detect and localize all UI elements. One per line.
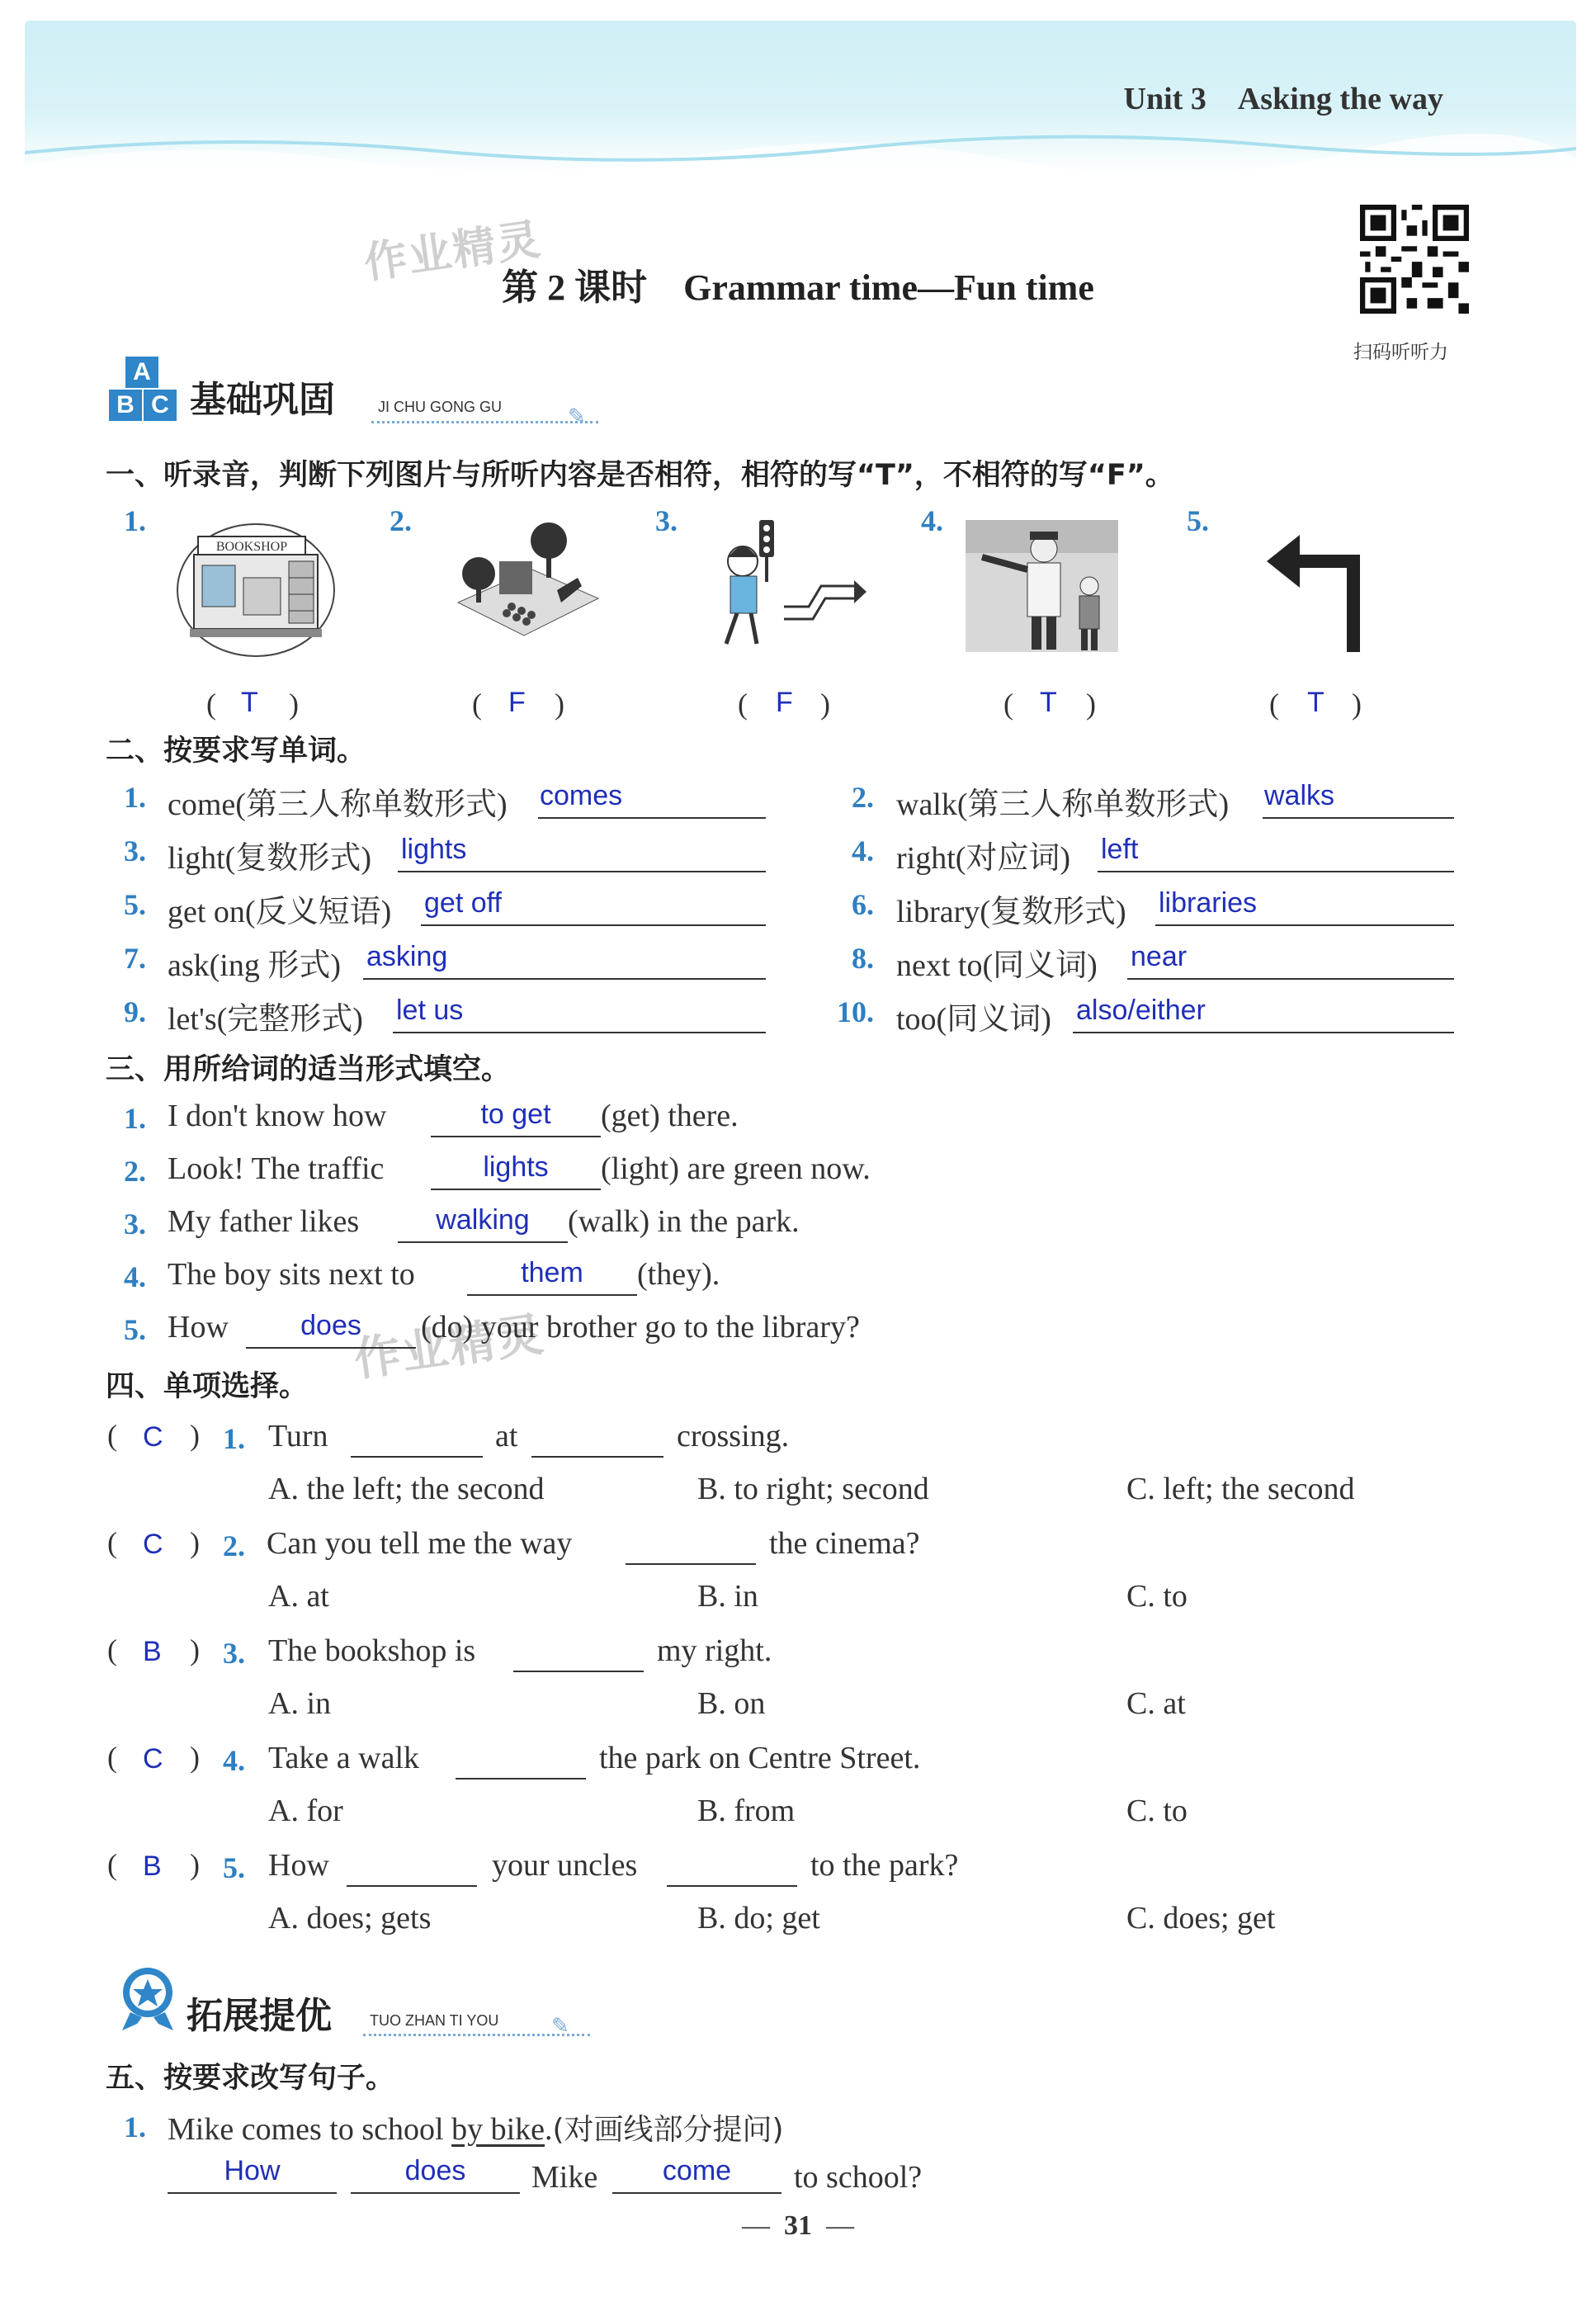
question-text: Take a walk: [268, 1741, 420, 1775]
option-c[interactable]: C. at: [1126, 1686, 1186, 1721]
item-number: 7.: [124, 942, 146, 975]
question-text: crossing.: [677, 1419, 790, 1453]
unit-title: Unit 3 Asking the way: [1123, 82, 1443, 116]
section-sub-basic: JI CHU GONG GU: [378, 399, 503, 415]
sentence-text: I don't know how: [168, 1099, 387, 1133]
question-text: Turn: [268, 1419, 328, 1453]
item-number: 4.: [223, 1744, 245, 1777]
item-number: 1.: [124, 781, 146, 814]
answer-blank[interactable]: also/either: [1073, 995, 1454, 1033]
choice-answer[interactable]: C: [143, 1421, 163, 1453]
word-prompt: next to(同义词): [896, 948, 1098, 983]
item-number: 4.: [921, 504, 943, 537]
option-a[interactable]: A. the left; the second: [268, 1472, 545, 1506]
choice-answer[interactable]: C: [143, 1743, 163, 1775]
item-number: 8.: [852, 942, 874, 975]
pencil-icon: ✎: [551, 2014, 569, 2039]
item-number: 1.: [124, 504, 146, 537]
qr-label: 扫码听听力: [1353, 342, 1448, 363]
item-number: 3.: [655, 504, 678, 537]
option-a[interactable]: A. at: [268, 1579, 329, 1614]
item-number: 5.: [1187, 504, 1209, 537]
qr-code-icon[interactable]: [1360, 205, 1469, 314]
item-number: 6.: [852, 888, 874, 921]
answer-blank[interactable]: left: [1098, 834, 1454, 872]
sentence-text: (they).: [637, 1257, 720, 1292]
option-b[interactable]: B. to right; second: [697, 1472, 929, 1506]
item-number: 5.: [124, 888, 146, 921]
answer-blank[interactable]: walks: [1263, 781, 1454, 819]
item-number: 3.: [124, 834, 146, 867]
sentence-text: Look! The traffic: [168, 1151, 385, 1186]
answer-blank[interactable]: comes: [538, 781, 766, 819]
medal-badge-icon: [116, 1964, 180, 2032]
item-number: 5.: [223, 1851, 245, 1884]
word-prompt: ask(ing 形式): [168, 948, 342, 983]
option-a[interactable]: A. in: [268, 1686, 331, 1721]
word-prompt: right(对应词): [896, 841, 1071, 876]
option-b[interactable]: B. from: [697, 1794, 796, 1828]
page-number: — 31 —: [742, 2210, 854, 2241]
crossing-boy-image: [706, 516, 871, 656]
answer-blank[interactable]: get off: [421, 888, 766, 926]
answer-blank[interactable]: does: [246, 1311, 416, 1349]
choice-answer[interactable]: C: [143, 1529, 163, 1560]
wave-decoration: [25, 120, 1576, 177]
part4-title: 四、单项选择。: [106, 1370, 309, 1403]
answer-blank[interactable]: lights: [398, 834, 766, 872]
item-number: 1.: [223, 1422, 245, 1455]
watermark: 作业精灵: [361, 215, 545, 289]
answer-t4[interactable]: T: [1040, 687, 1057, 718]
question-text: The bookshop is: [268, 1633, 476, 1668]
answer-blank[interactable]: asking: [363, 942, 766, 980]
question-text: Can you tell me the way: [267, 1526, 573, 1561]
choice-answer[interactable]: B: [143, 1636, 162, 1667]
item-number: 1.: [124, 1102, 146, 1135]
option-c[interactable]: C. does; get: [1126, 1901, 1276, 1936]
section-title-extend: 拓展提优: [187, 1995, 332, 2037]
question-text: my right.: [657, 1633, 772, 1668]
lesson-title: 第 2 课时 Grammar time—Fun time: [502, 267, 1094, 308]
word-prompt: library(复数形式): [896, 895, 1126, 929]
sentence-text: (get) there.: [601, 1099, 739, 1133]
choice-answer[interactable]: B: [143, 1850, 162, 1882]
answer-blank[interactable]: them: [467, 1258, 637, 1296]
item-number: 1.: [124, 2110, 146, 2143]
answer-blank[interactable]: lights: [431, 1152, 601, 1190]
sentence-text: My father likes: [168, 1204, 360, 1239]
sentence-text: The boy sits next to: [168, 1257, 415, 1292]
answer-t5[interactable]: T: [1307, 687, 1324, 718]
word-prompt: let's(完整形式): [168, 1002, 363, 1037]
rewrite-sentence: Mike comes to school by bike.(对画线部分提问): [168, 2112, 784, 2147]
underlined-phrase: by bike: [451, 2112, 545, 2147]
abc-badge-icon: A B C: [109, 357, 177, 423]
answer-blank[interactable]: [667, 1849, 797, 1887]
bookshop-image: [173, 520, 338, 660]
answer-blank[interactable]: [347, 1849, 477, 1887]
watermark: 作业精灵: [351, 1307, 549, 1387]
word-prompt: light(复数形式): [168, 841, 371, 876]
turn-left-arrow-image: [1254, 528, 1419, 669]
item-number: 2.: [124, 1155, 146, 1188]
sentence-text: (walk) in the park.: [568, 1204, 800, 1239]
option-c[interactable]: C. left; the second: [1126, 1472, 1355, 1506]
option-c[interactable]: C. to: [1126, 1579, 1188, 1614]
answer-blank[interactable]: [351, 1420, 483, 1458]
answer-blank[interactable]: to get: [431, 1099, 601, 1137]
answer-t2[interactable]: F: [508, 687, 526, 718]
section-underline: [371, 421, 598, 423]
item-number: 2.: [223, 1529, 245, 1562]
policeman-image: [966, 520, 1131, 660]
answer-blank[interactable]: [456, 1742, 586, 1780]
word-prompt: walk(第三人称单数形式): [896, 787, 1230, 822]
answer-t3[interactable]: F: [776, 687, 793, 718]
answer-t1[interactable]: T: [241, 687, 258, 718]
answer-blank[interactable]: let us: [393, 995, 766, 1033]
word-prompt: too(同义词): [896, 1002, 1051, 1037]
sentence-text: (do) your brother go to the library?: [421, 1310, 860, 1345]
item-number: 4.: [124, 1260, 146, 1293]
word-prompt: get on(反义短语): [168, 895, 392, 929]
section-title-basic: 基础巩固: [190, 379, 335, 421]
part3-title: 三、用所给词的适当形式填空。: [106, 1053, 511, 1086]
question-text: the cinema?: [769, 1526, 920, 1561]
pencil-icon: ✎: [568, 404, 586, 429]
item-number: 10.: [837, 995, 874, 1028]
option-c[interactable]: C. to: [1126, 1794, 1188, 1828]
answer-blank[interactable]: walking: [398, 1205, 568, 1243]
part1-title: 一、听录音，判断下列图片与所听内容是否相符，相符的写“T”，不相符的写“F”。: [106, 459, 1174, 492]
section-sub-extend: TUO ZHAN TI YOU: [370, 2012, 499, 2029]
question-text: to the park?: [810, 1848, 959, 1883]
answer-blank[interactable]: libraries: [1155, 888, 1454, 926]
sentence-text: Mike: [531, 2160, 598, 2195]
word-prompt: come(第三人称单数形式): [168, 787, 508, 822]
item-number: 3.: [223, 1637, 245, 1670]
option-b[interactable]: B. do; get: [697, 1901, 820, 1936]
question-text: at: [495, 1419, 518, 1453]
answer-blank[interactable]: [513, 1634, 644, 1672]
part2-title: 二、按要求写单词。: [106, 735, 366, 768]
option-b[interactable]: B. in: [697, 1579, 758, 1614]
trees-image: [441, 512, 607, 652]
answer-blank[interactable]: How: [168, 2156, 337, 2194]
item-number: 5.: [124, 1313, 146, 1346]
question-text: How: [268, 1848, 329, 1883]
sentence-text: (light) are green now.: [601, 1151, 871, 1186]
question-text: your uncles: [492, 1848, 638, 1883]
answer-blank[interactable]: [531, 1420, 663, 1458]
answer-blank[interactable]: near: [1127, 942, 1454, 980]
bookshop-sign: BOOKSHOP: [215, 540, 288, 554]
answer-blank[interactable]: does: [351, 2156, 520, 2194]
part5-title: 五、按要求改写句子。: [106, 2062, 395, 2095]
sentence-text: How: [168, 1310, 229, 1345]
answer-blank[interactable]: [626, 1527, 756, 1565]
item-number: 3.: [124, 1208, 146, 1241]
option-a[interactable]: A. does; gets: [268, 1901, 432, 1936]
option-b[interactable]: B. on: [697, 1686, 766, 1721]
item-number: 2.: [390, 504, 412, 537]
answer-blank[interactable]: come: [612, 2156, 781, 2194]
item-number: 2.: [852, 781, 874, 814]
sentence-text: to school?: [794, 2160, 923, 2195]
item-number: 9.: [124, 995, 146, 1028]
option-a[interactable]: A. for: [268, 1794, 343, 1828]
item-number: 4.: [852, 834, 874, 867]
question-text: the park on Centre Street.: [599, 1741, 921, 1775]
